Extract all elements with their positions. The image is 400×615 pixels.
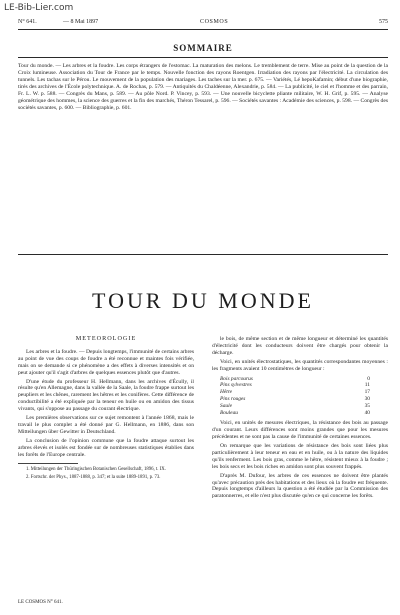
top-bar xyxy=(0,0,400,17)
summary-bottom-rule xyxy=(18,254,388,255)
footnote: 1. Mitteilungen der Thüringischen Botanischen Gesellschaft, 1896, t. IX. xyxy=(26,466,166,472)
summary-paragraph: Tour du monde. — Les arbres et la foudre. Les corps étrangers de l'estomac. La maturation des melons. Le tremblement de terre. Mise au point de la question de la Croix lumineuse. Association du Tour de France par le temps. Nouvelle fonction des rayons Roentgen. Irradiation des rayons par l'électricité. La circulation des tunnels. Les tachas sur le Pérou. Le mouvement de la population des mariages. Les taches sur la mer. p. 675. — Variétés, Lé hepoKafamin; début d'une biographie, tirés des archives de l'École polytechnique. A. de Rochas, p. 579. — Antiquités du Chaldéenne, Alexandrie, p. 584. — La publicité, le ciel et l'homme et des parrain, Fr. L. W. p. 588. — Congrès du Mans, p. 589. — Au pôle Nord. P. Vincey, p. 593. — Une nouvelle bicyclette pliante militaire, W. H. Grif, p. 595. — Analyse géométrique des hommes, la science des guerres et la fin des marchés, Théron Tessarel, p. 596. — Sociétés savantes : Académie des sciences, p. 598. — Congrès des sociétés savantes, p. 600. — Bibliographie, p. 601. xyxy=(18,63,388,111)
data-table xyxy=(220,376,388,417)
paragraph: La conclusion de l'opinion commune que la foudre attaque surtout les arbres élevés et isolés est fondée sur de nombreuses statistiques établies dans les forêts de l'Europe centrale. xyxy=(18,437,194,458)
paragraph: On remarque que les variations de résistance des bois sont liées plus particulièrement à leur teneur en eau et en huile, ou à la nature des liquides qu'ils renferment. Les bois gras, comme le hêtre, résistent mieux à la foudre ; les bois secs et les bois riches en amidon sont plus souvent frappés. xyxy=(212,443,388,470)
document-page xyxy=(18,6,388,608)
running-header xyxy=(18,19,388,28)
table-row: Pins sylvestres 11 xyxy=(220,382,370,389)
page-footer: LE COSMOS N° 641. xyxy=(18,600,63,605)
section-title: TOUR DU MONDE xyxy=(92,288,314,313)
paragraph: Les arbres et la foudre. — Depuis longtemps, l'immunité de certains arbres au point de vue des coups de foudre a été reconnue et maintes fois vérifiée, mais on se demande si ce phénomène a des effets à diverses intensités et on peut ajouter qu'il s'agit d'arbres de quelques essences plutôt que d'autres. xyxy=(18,348,194,376)
left-column xyxy=(18,336,194,606)
issue-number: N° 641. xyxy=(18,19,37,25)
paragraph: Les premières observations sur ce sujet remontent à l'année 1868, mais le travail le plus complet a été donné par G. Hellmann, en 1886, dans son Mitteilungen über Gewitter in Deutschland. xyxy=(18,415,194,435)
publication-name: COSMOS xyxy=(200,19,229,25)
page-number: 575 xyxy=(379,19,388,25)
summary-top-rule xyxy=(18,57,388,58)
paragraph: Voici, en unités de mesures électriques, la résistance des bois au passage d'un courant. Leurs différences sont moins grandes que pour les mesures précédentes et ne sont pas la cause de l'immunité de certaines essences. xyxy=(212,420,388,441)
subsection-heading: MÉTÉOROLOGIE xyxy=(75,336,137,342)
table-row: Pins rouges 30 xyxy=(220,395,370,402)
footnote: 2. Fortschr. der Phys., 1887-1888, p. 347; et la suite 1889-1891, p. 73. xyxy=(26,474,161,480)
summary-title: SOMMAIRE xyxy=(173,43,233,53)
right-column xyxy=(212,336,388,606)
summary-text xyxy=(18,63,388,251)
table-row: Bouleau 40 xyxy=(220,409,370,416)
site-label: LE-Bib-Lier.com xyxy=(4,3,74,13)
table-row: Bois parcourus 0 xyxy=(220,375,370,382)
footnote-rule xyxy=(18,463,78,464)
paragraph: Voici, en unités électrostatiques, les quantités correspondantes moyennes : les fragments avaient 10 centimètres de longueur : xyxy=(212,358,388,372)
paragraph: D'une étude du professeur H. Hellmann, dans les archives d'Écully, il résulte qu'en Allemagne, dans la vallée de la Saale, la foudre frappe surtout les peupliers et les chênes, rarement les hêtres et les conifères. Cette différence de conductibilité a été expliquée par la teneur en huile ou en amidon des tissus vivants, qui s'oppose au passage du courant électrique. xyxy=(18,378,194,413)
table-row: Saule 35 xyxy=(220,402,370,409)
issue-date: — 8 Mai 1897 xyxy=(63,19,99,25)
paragraph: D'après M. Dufour, les arbres de ces essences ne doivent être plantés qu'avec précaution près des habitations et des lieux où la foudre est fréquente. Depuis longtemps d'ailleurs la question a été étudiée par la Commission des paratonnerres, et elle n'est plus discutée qu'en ce qui concerne les forêts. xyxy=(212,472,388,500)
header-rule xyxy=(18,29,388,30)
table-row: Hêtre 17 xyxy=(220,389,370,396)
paragraph: le bois, de même section et de même longueur et déterminé les quantités d'électricité dont les conducteurs doivent être chargés pour obtenir la décharge. xyxy=(212,336,388,356)
